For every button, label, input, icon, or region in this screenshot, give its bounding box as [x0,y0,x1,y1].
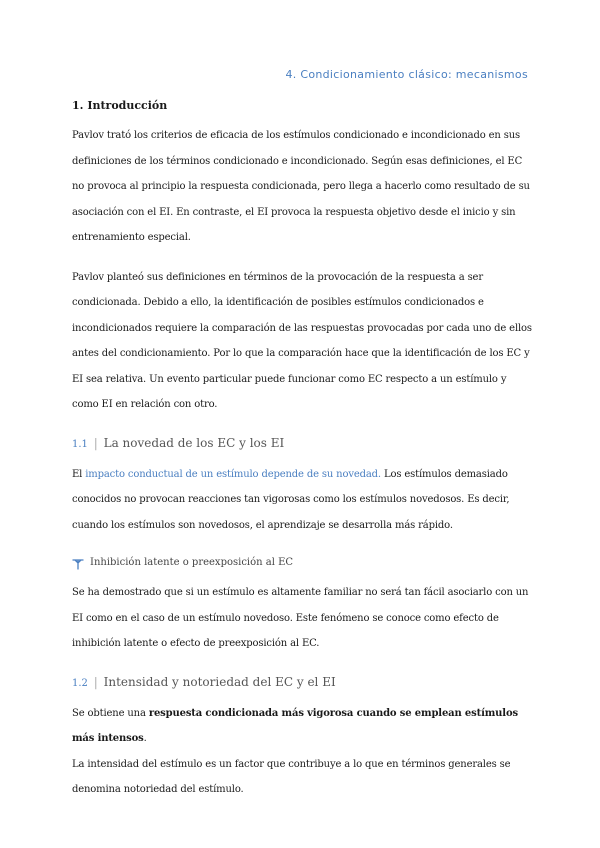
text-span: El [72,468,86,480]
text-span: . [143,733,147,744]
intro-paragraph-1: Pavlov trató los criterios de eficacia de los estímulos condicionado e incondicionado en sus definiciones de los términos condicionado e incondicionado. Según esas definiciones, el EC no provoca al principio la respuesta condicionada, pero llega a hacerlo como resultado de su asociación con el EI. En contraste, el EI provoca la respuesta objetivo desde el inicio y sin entrenamiento especial. [72,130,530,243]
section-number: 1.2 [72,677,88,689]
intro-heading: 1. Introducción [72,99,168,112]
section-title: Intensidad y notoriedad del EC y el EI [103,674,336,689]
section-1-1-heading [72,432,532,456]
latent-inhibition-paragraph: Se ha demostrado que si un estímulo es altamente familiar no será tan fácil asociarlo con un EI como en el caso de un estímulo novedoso. Este fenómeno se conoce como efecto de inhibición latente o efecto de preexposición al EC. [72,587,529,649]
text-span: Se obtiene una [72,707,149,719]
minor-heading-title: Inhibición latente o preexposición al EC [90,557,294,568]
section-title: La novedad de los EC y los EI [103,435,285,450]
document-body [72,96,532,803]
section-1-1-paragraph [72,462,532,539]
section-1-2-heading [72,671,532,695]
bold-text: respuesta condicionada más vigorosa cuando se emplean estímulos más intensos [72,707,518,744]
section-1-2-paragraph-1 [72,701,532,752]
pushpin-icon [72,557,84,569]
highlighted-text: impacto conductual de un estímulo depende de su novedad. [85,468,381,480]
intro-paragraph-2: Pavlov planteó sus definiciones en términos de la provocación de la respuesta a ser condicionada. Debido a ello, la identificación de posibles estímulos condicionados e incondicionados requiere la comparación de las respuestas provocadas por cada uno de ellos antes del condicionamiento. Por lo que la comparación hace que la identificación de los EC y EI sea relativa. Un evento particular puede funcionar como EC respecto a un estímulo y como EI en relación con otro. [72,271,532,410]
section-number: 1.1 [72,438,88,450]
section-separator: | [93,674,98,689]
chapter-header: 4. Condicionamiento clásico: mecanismos [285,68,528,81]
text-span: Los estímulos demasiado conocidos no provocan reacciones tan vigorosas como los estímulos novedosos. Es decir, cuando los estímulos son novedosos, el aprendizaje se desarrolla más rápido. [72,468,510,531]
latent-inhibition-heading [72,552,532,574]
section-separator: | [93,435,98,450]
section-1-2-paragraph-2: La intensidad del estímulo es un factor que contribuye a lo que en términos generales se denomina notoriedad del estímulo. [72,758,511,795]
